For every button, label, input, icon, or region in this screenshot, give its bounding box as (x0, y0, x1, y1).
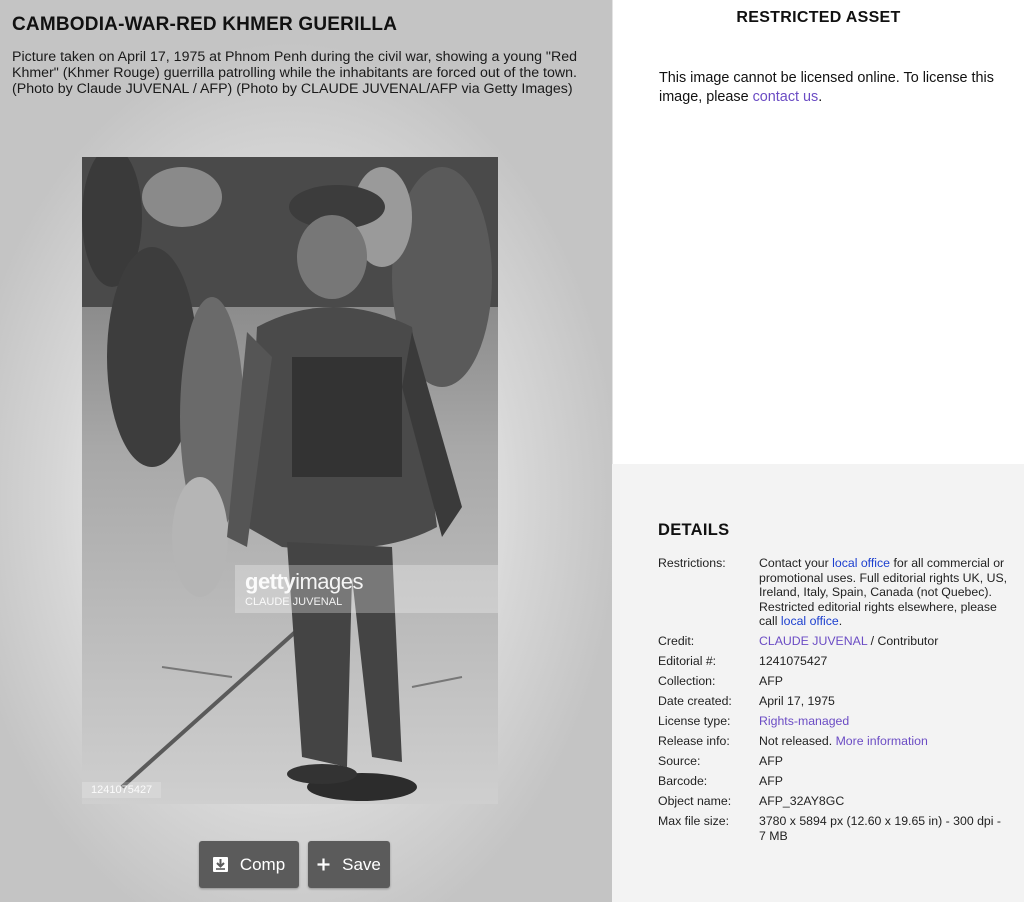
detail-value: April 17, 1975 (759, 694, 835, 708)
photo-id-tag: 1241075427 (82, 782, 161, 798)
detail-value: AFP (759, 754, 783, 768)
local-office-link-2[interactable]: local office (780, 614, 839, 628)
detail-value: 3780 x 5894 px (12.60 x 19.65 in) - 300 dpi - 7 MB (759, 814, 1001, 843)
detail-value (759, 714, 1009, 729)
asset-caption: Picture taken on April 17, 1975 at Phnom Penh during the civil war, showing a young "Red Khmer" (Khmer Rouge) guerrilla patrolling while the inhabitants are forced out of the town. (Photo by Claude JUVENAL / AFP) (Photo by CLAUDE JUVENAL/AFP via Getty Images) (12, 49, 577, 97)
detail-label: Restrictions: (658, 556, 726, 570)
detail-value: AFP (759, 674, 783, 688)
getty-watermark (235, 565, 498, 613)
detail-value: AFP (759, 774, 783, 788)
comp-button[interactable] (199, 841, 299, 888)
detail-row-license (658, 714, 1010, 729)
details-table (658, 556, 1010, 849)
details-panel (612, 464, 1024, 902)
photo-illustration (82, 157, 498, 804)
detail-value: 1241075427 (759, 654, 828, 668)
download-icon (213, 857, 228, 872)
getty-logo: gettyimages (245, 569, 363, 594)
detail-row-file-size (658, 814, 1010, 843)
detail-row-barcode (658, 774, 1010, 789)
detail-row-collection (658, 674, 1010, 689)
asset-title: CAMBODIA-WAR-RED KHMER GUERILLA (12, 14, 398, 35)
detail-label: Release info: (658, 734, 730, 748)
detail-row-date (658, 694, 1010, 709)
detail-label: Source: (658, 754, 701, 768)
restricted-message: This image cannot be licensed online. To license this image, please contact us. (659, 70, 994, 105)
detail-value: Contact your local office for all commercial or promotional uses. Full editorial rights UK, US, Ireland, Italy, Spain, Canada (not Quebec). Restricted editorial rights elsewhere, please call local office. (759, 556, 1008, 628)
credit-link[interactable]: CLAUDE JUVENAL (759, 634, 868, 648)
detail-value: AFP_32AY8GC (759, 794, 845, 808)
detail-label: Max file size: (658, 814, 730, 828)
detail-row-editorial (658, 654, 1010, 669)
detail-row-credit (658, 634, 1010, 649)
save-button[interactable] (308, 841, 390, 888)
plus-icon (317, 858, 330, 871)
asset-photo (82, 157, 498, 804)
details-heading: DETAILS (658, 521, 730, 539)
license-type-link[interactable]: Rights-managed (759, 714, 850, 728)
detail-label: Object name: (658, 794, 732, 808)
detail-row-source (658, 754, 1010, 769)
detail-label: Collection: (658, 674, 716, 688)
restricted-asset-panel (612, 0, 1024, 464)
detail-value: Not released. More information (759, 734, 928, 748)
detail-value: CLAUDE JUVENAL / Contributor (759, 634, 939, 648)
watermark-credit: CLAUDE JUVENAL (245, 596, 343, 608)
detail-row-object-name (658, 794, 1010, 809)
detail-label: Credit: (658, 634, 695, 648)
contact-us-link[interactable]: contact us (752, 89, 819, 105)
restricted-heading: RESTRICTED ASSET (736, 9, 901, 26)
detail-label: License type: (658, 714, 731, 728)
detail-label: Date created: (658, 694, 732, 708)
comp-label: Comp (239, 854, 286, 874)
detail-label: Editorial #: (658, 654, 717, 668)
save-label: Save (342, 854, 381, 874)
detail-label: Barcode: (658, 774, 708, 788)
more-information-link[interactable]: More information (835, 734, 928, 748)
local-office-link[interactable]: local office (832, 556, 891, 570)
detail-row-restrictions (658, 556, 1010, 629)
detail-row-release (658, 734, 1010, 749)
